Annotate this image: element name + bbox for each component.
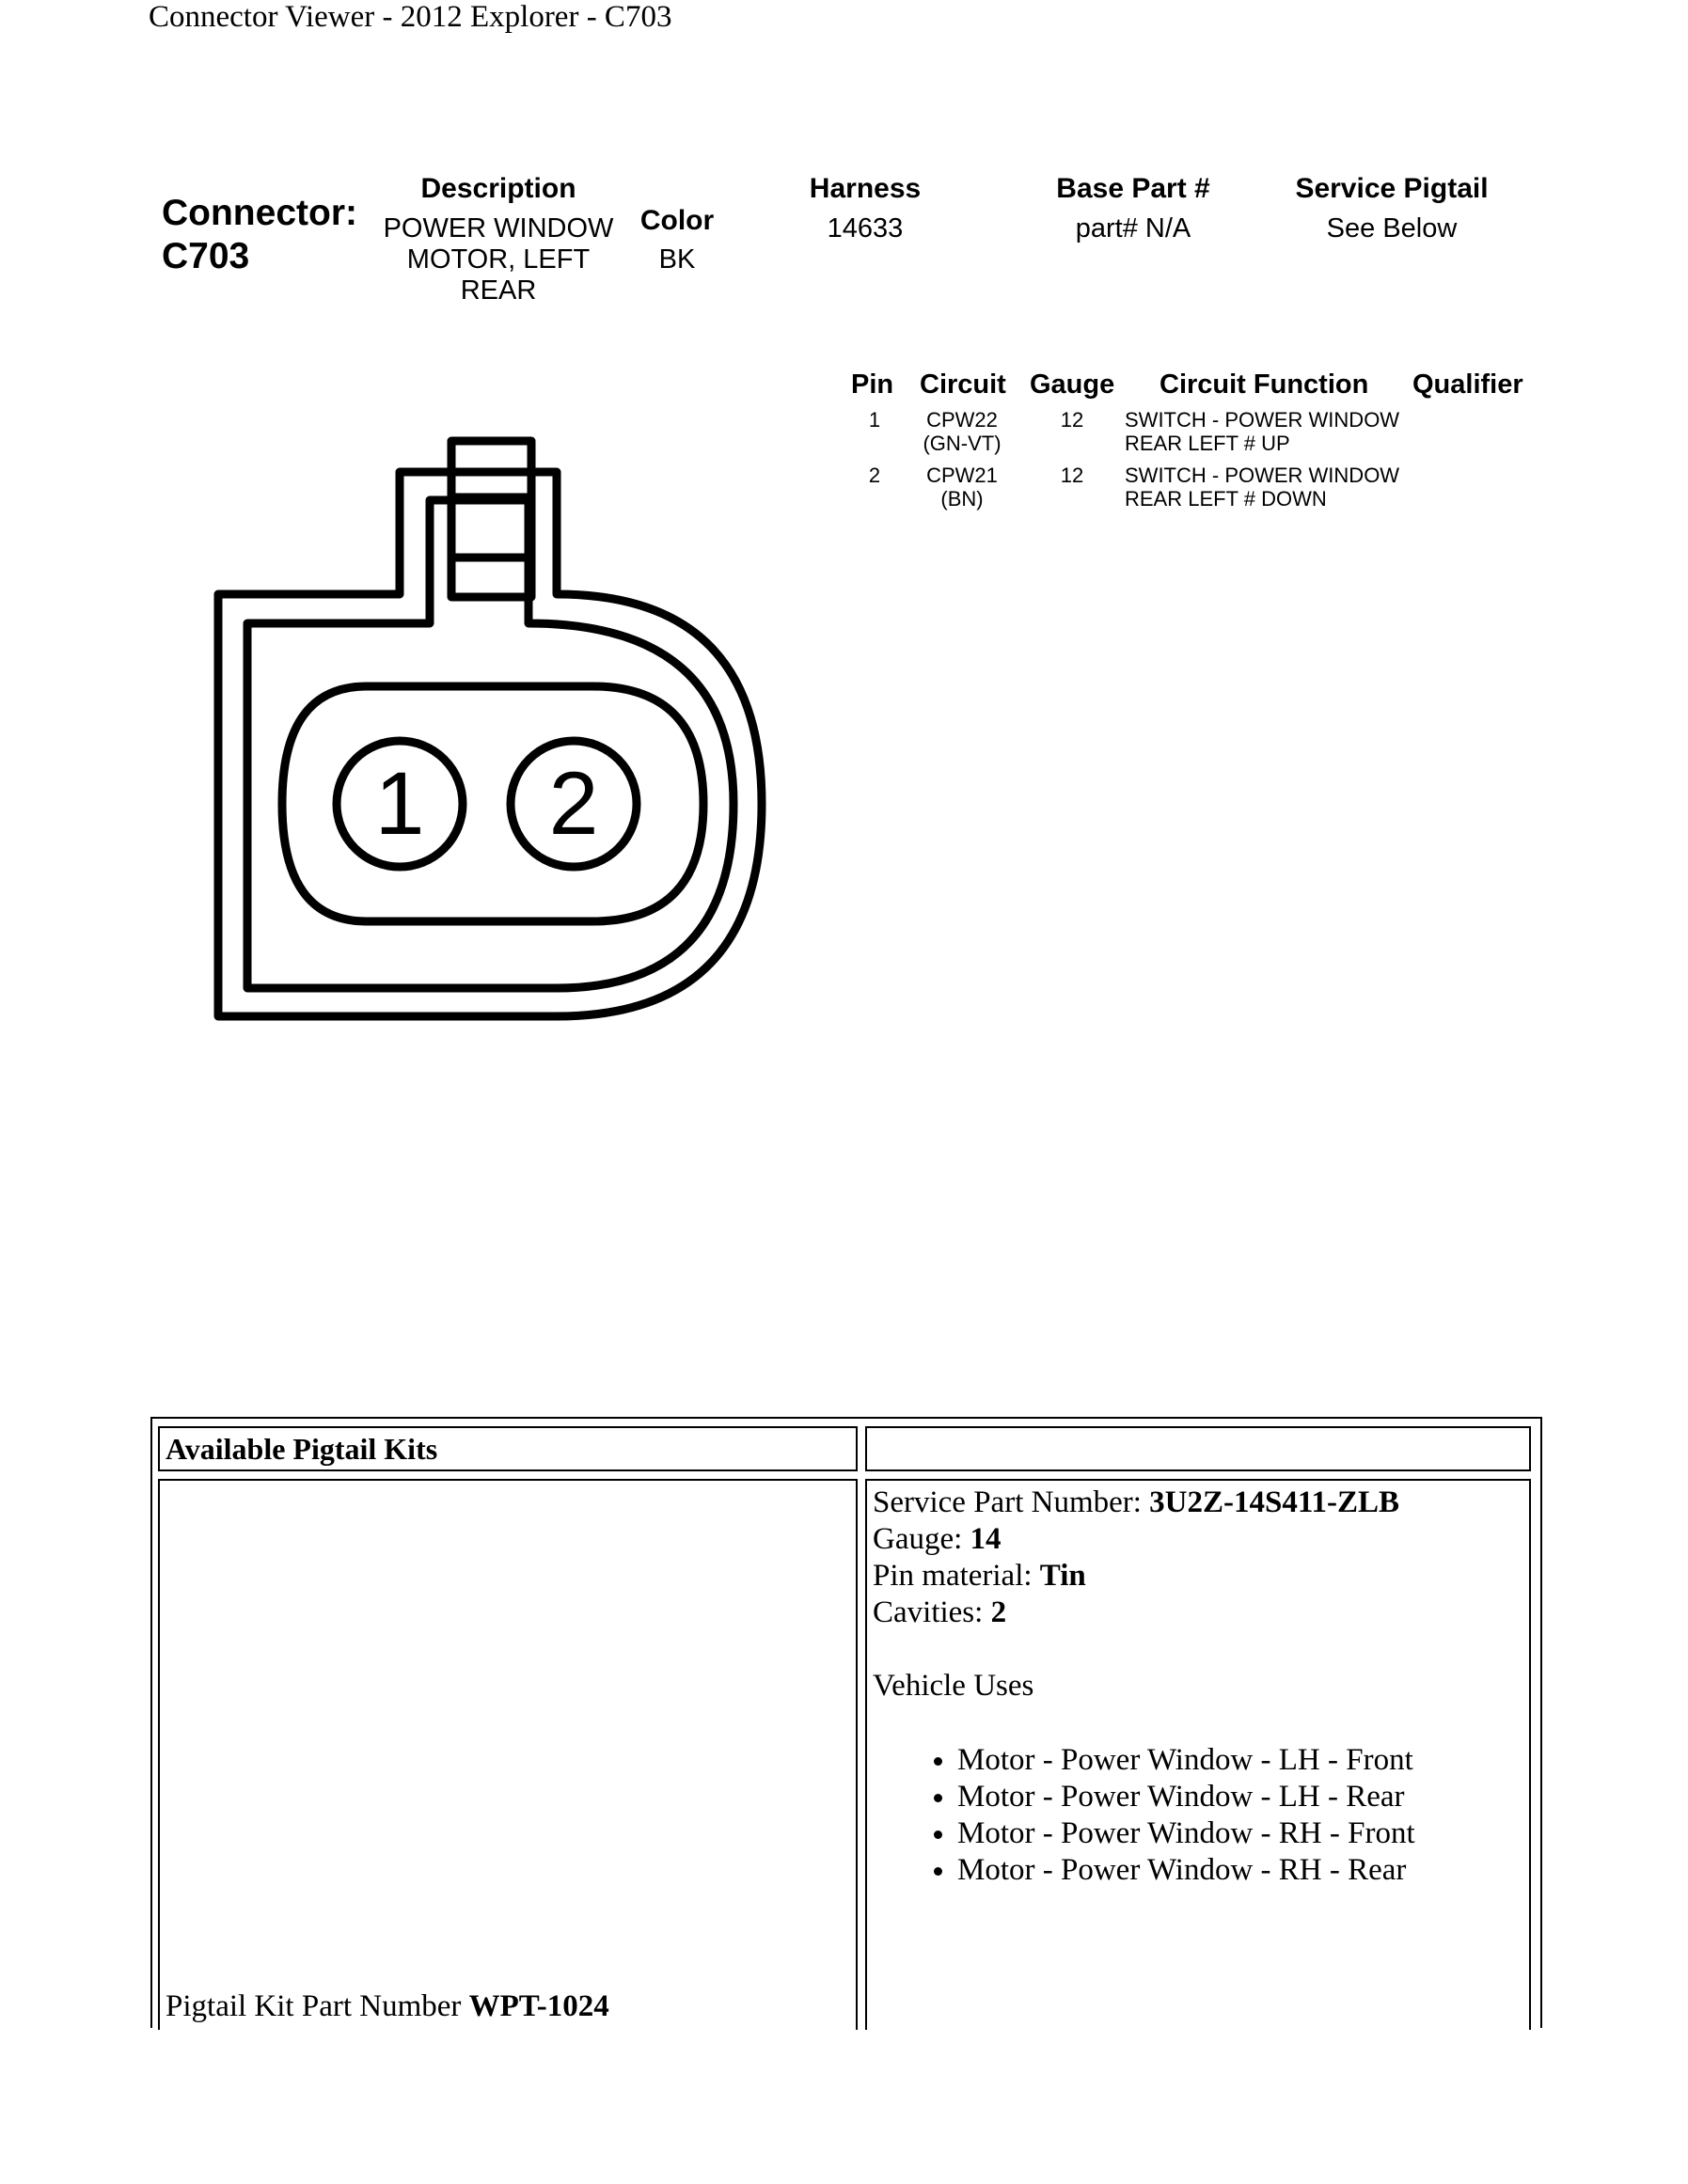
vehicle-use-item: • Motor - Power Window - LH - Front [957,1742,1523,1779]
gauge-cell: 12 [1060,464,1084,487]
pigtail-section-title: Available Pigtail Kits [166,1432,438,1466]
connector-face-diagram [207,428,771,1029]
circuit-color: (GN-VT) [923,432,1002,455]
base-part-header: Base Part # [1056,173,1210,204]
circuit-cell [910,464,1014,511]
pin-number: 1 [868,408,881,432]
latch-tab-detail [451,497,531,597]
gauge-label: Gauge: [873,1522,963,1556]
gauge-row [873,1521,1523,1558]
description-line: REAR [460,275,537,306]
color-header: Color [639,205,715,236]
connector-id: C703 [162,236,250,276]
function-line: SWITCH - POWER WINDOW [1125,408,1400,432]
qualifier-header: Qualifier [1412,369,1523,400]
gauge-header: Gauge [1030,369,1115,400]
vehicle-use-item: • Motor - Power Window - RH - Front [957,1815,1523,1852]
pin-header: Pin [851,369,894,400]
housing-inner [247,500,734,988]
function-line: REAR LEFT # UP [1125,432,1290,455]
harness-value: 14633 [827,213,904,244]
pin-2-label: 2 [548,754,599,854]
service-part-value: 3U2Z-14S411-ZLB [1149,1485,1400,1519]
pigtail-title-cell [158,1426,858,1471]
pigtail-details [867,1481,1529,1893]
function-line: SWITCH - POWER WINDOW [1125,464,1400,487]
kit-number-label: Pigtail Kit Part Number [166,1989,462,2023]
service-part-row [873,1485,1523,1521]
description-header: Description [420,173,576,204]
description-line: MOTOR, LEFT [406,244,591,275]
cavities-value: 2 [990,1595,1007,1629]
circuit-function-cell [1125,408,1426,455]
vehicle-uses-list [873,1742,1523,1889]
circuit-function-header: Circuit Function [1160,369,1369,400]
kit-number-value: WPT-1024 [468,1989,609,2023]
pigtail-image-cell [158,1479,858,2030]
vehicle-uses-label: Vehicle Uses [873,1669,1034,1703]
pigtail-kit-number [166,1989,609,2024]
description-value [376,213,621,306]
cavities-row [873,1595,1523,1631]
pigtail-title-spacer-cell [865,1426,1531,1471]
gauge-cell: 12 [1060,408,1084,432]
connector-label-line1: Connector: [162,193,357,233]
service-part-label: Service Part Number: [873,1485,1142,1519]
color-value: BK [658,244,696,275]
pin-material-row [873,1558,1523,1595]
service-pigtail-value: See Below [1326,213,1458,244]
circuit-function-cell [1125,464,1426,511]
function-line: REAR LEFT # DOWN [1125,487,1327,511]
circuit-header: Circuit [920,369,1006,400]
vehicle-use-item: • Motor - Power Window - RH - Rear [957,1852,1523,1889]
pin-1-label: 1 [374,754,425,854]
connector-label [162,192,357,278]
circuit-color: (BN) [940,487,984,511]
circuit-id: CPW21 [926,464,998,487]
pin-material-label: Pin material: [873,1559,1033,1593]
base-part-value: part# N/A [1075,213,1191,244]
pin-material-value: Tin [1039,1559,1086,1593]
pin-number: 2 [868,464,881,487]
vehicle-use-item: • Motor - Power Window - LH - Rear [957,1779,1523,1815]
circuit-cell [910,408,1014,455]
pigtail-kits-section [150,1417,1542,2030]
pigtail-details-cell [865,1479,1531,2030]
harness-header: Harness [809,173,922,204]
circuit-id: CPW22 [926,408,998,432]
service-pigtail-header: Service Pigtail [1295,173,1489,204]
cavities-label: Cavities: [873,1595,984,1629]
description-line: POWER WINDOW [383,213,614,244]
page-title: Connector Viewer - 2012 Explorer - C703 [149,0,672,34]
gauge-value: 14 [970,1522,1002,1556]
